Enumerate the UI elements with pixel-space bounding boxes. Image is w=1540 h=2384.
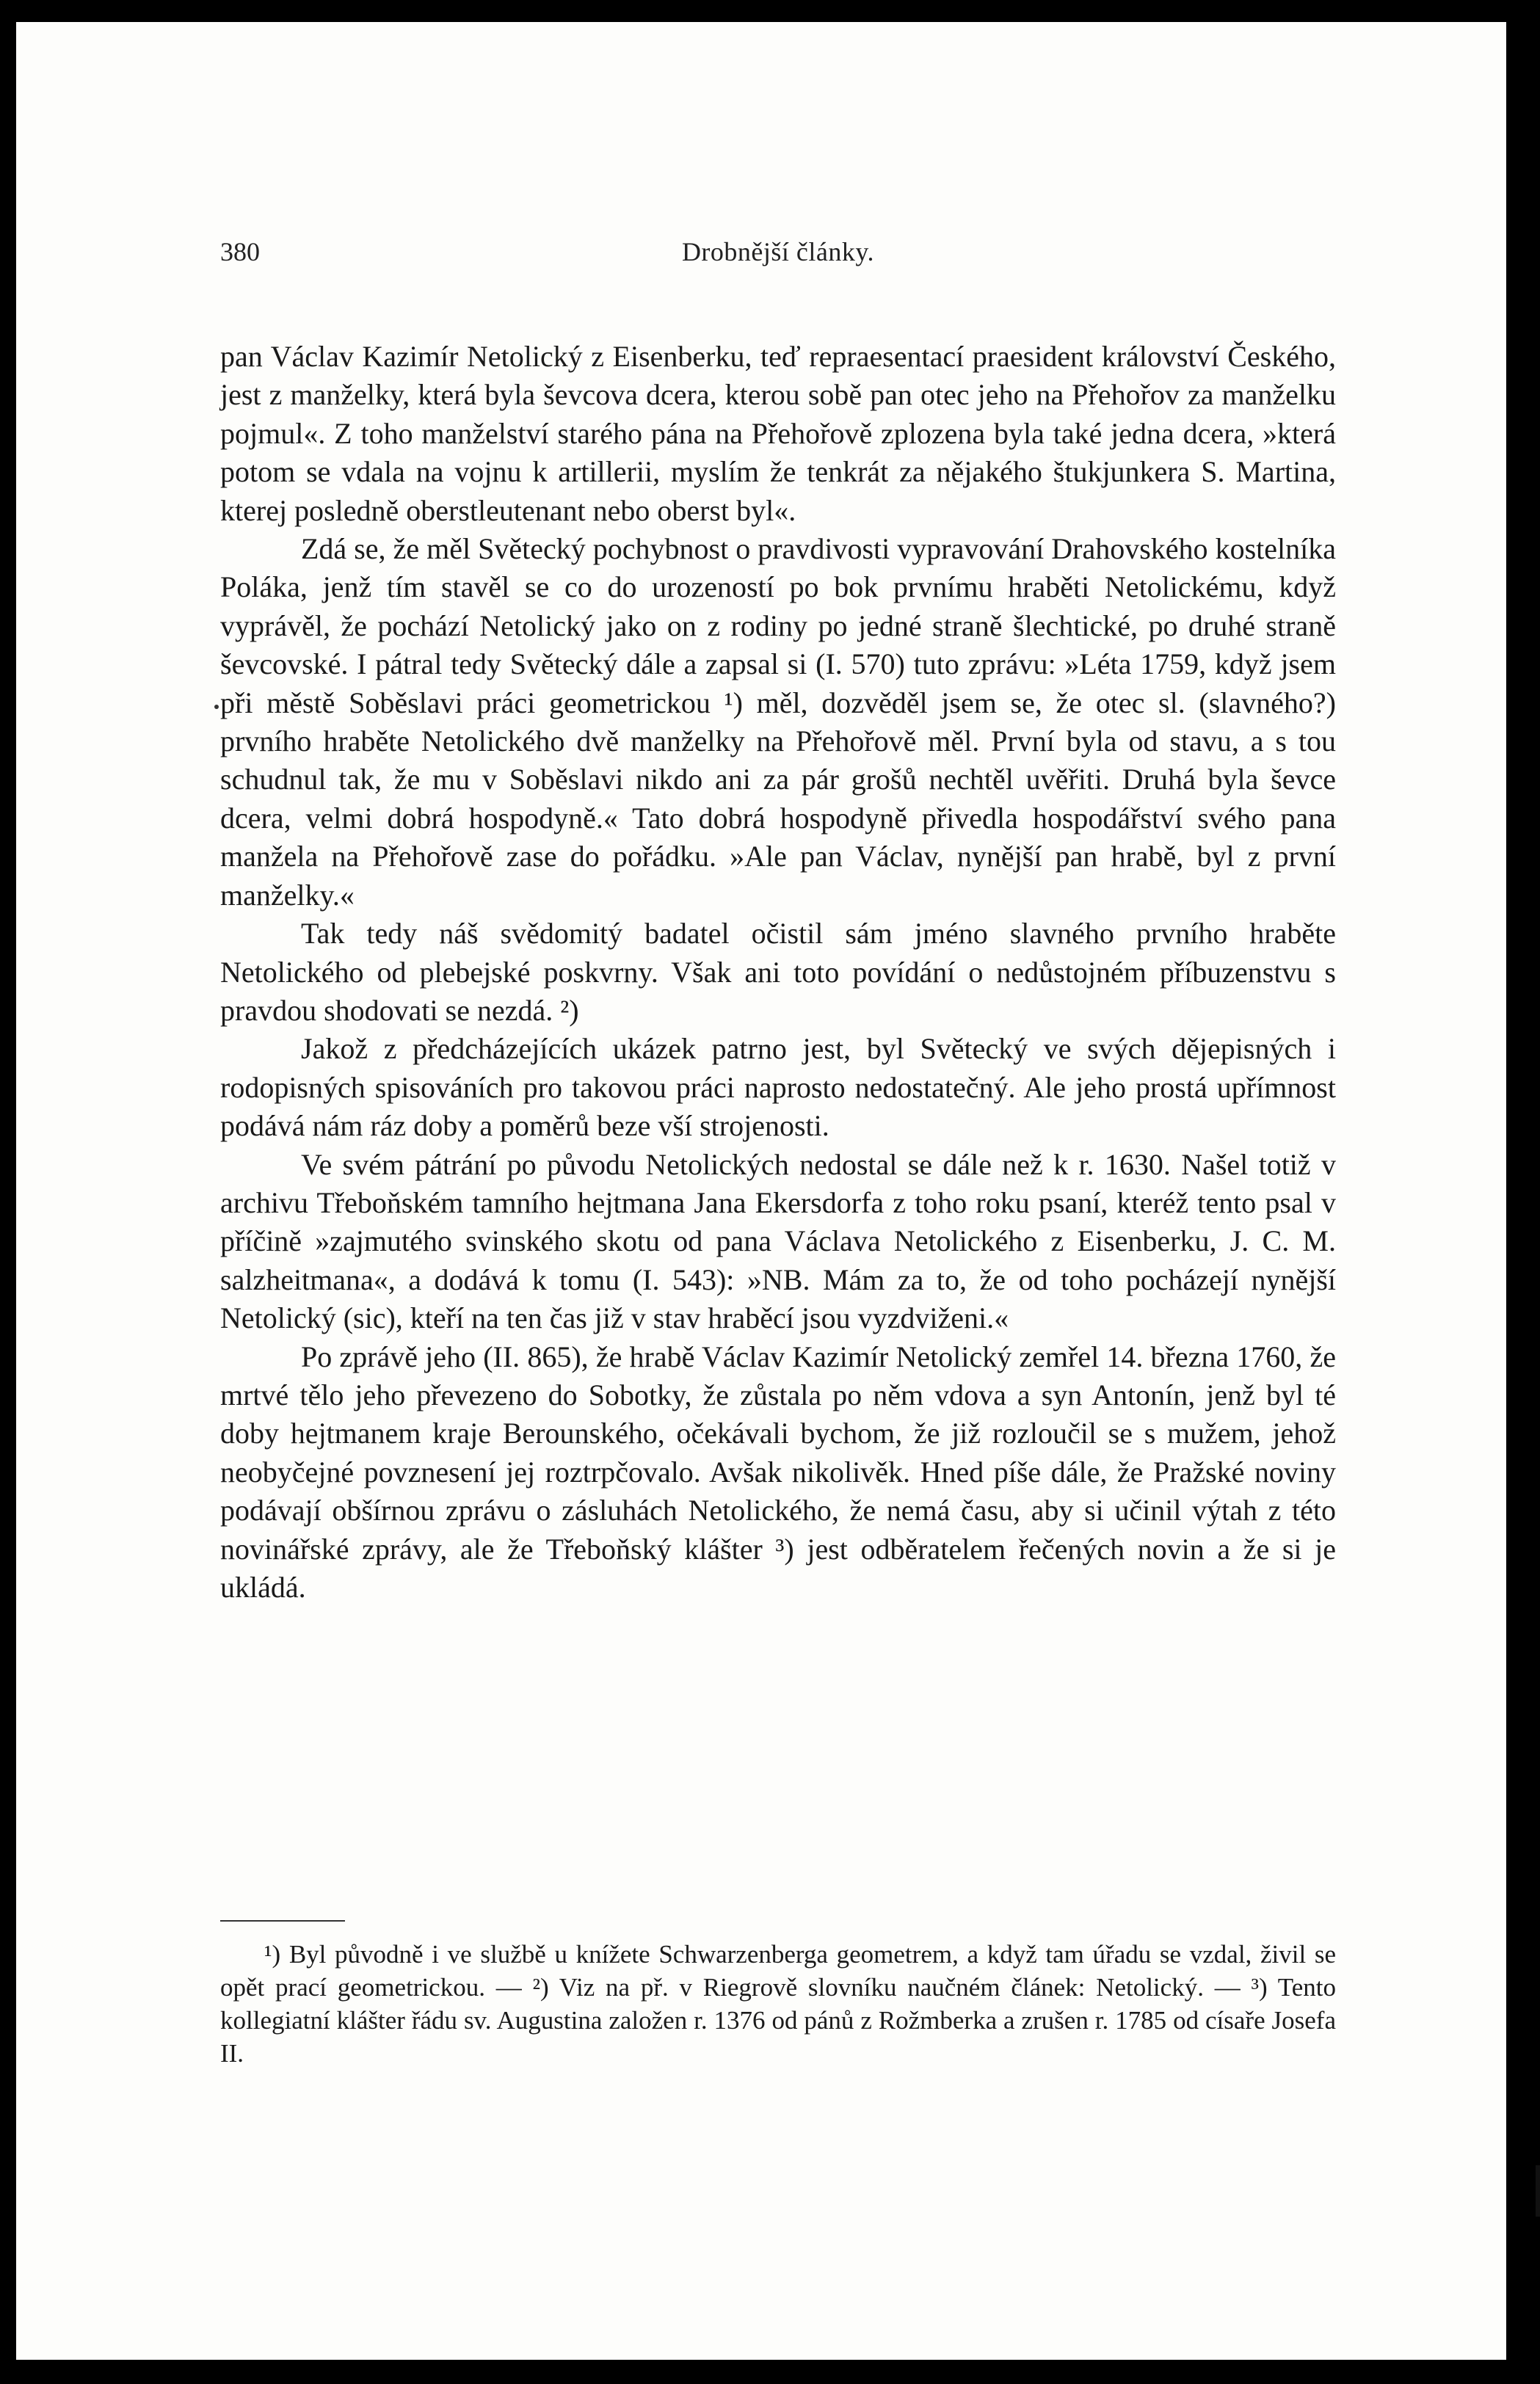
- paragraph-5: Ve svém pátrání po původu Netolických nedostal se dále než k r. 1630. Našel totiž v archivu Třeboňském tamního hejtmana Jana Ekersdorfa z toho roku psaní, kteréž tento psal v příčině »zajmutého svinského skotu od pana Václava Netolického z Eisenberku, J. C. M. salzheitmana«, a dodává k tomu (I. 543): »NB. Mám za to, že od toho pocházejí nynější Netolický (sic), kteří na ten čas již v stav hraběcí jsou vyzdviženi.«: [220, 1147, 1336, 1335]
- scan-edge-mark: [1536, 2165, 1540, 2217]
- margin-speck: [214, 705, 219, 709]
- footnotes: [220, 1938, 1336, 2070]
- paragraph-1: pan Václav Kazimír Netolický z Eisenberku, teď repraesentací praesident království Českého, jest z manželky, která byla ševcova dcera, kterou sobě pan otec jeho na Přehořov za manželku pojmul«. Z toho manželství starého pána na Přehořově zplozena byla také jedna dcera, »která potom se vdala na vojnu k artillerii, myslím že tenkrát za nějakého štukjunkera S. Martina, kterej posledně oberstleutenant nebo oberst byl«.: [220, 340, 1336, 527]
- page-header: [220, 236, 1336, 280]
- body-text: [220, 338, 1336, 1607]
- paragraph-2: Zdá se, že měl Světecký pochybnost o pravdivosti vypravování Drahovského kostelníka Poláka, jenž tím stavěl se co do urozeností po bok prvnímu hraběti Netolickému, když vyprávěl, že pochází Netolický jako on z rodiny po jedné straně šlechtické, po druhé straně ševcovské. I pátral tedy Světecký dále a zapsal si (I. 570) tuto zprávu: »Léta 1759, když jsem při městě Soběslavi práci geometrickou ¹) měl, dozvěděl jsem se, že otec sl. (slavného?) prvního hraběte Netolického dvě manželky na Přehořově měl. První byla od stavu, a s tou schudnul tak, že mu v Soběslavi nikdo ani za pár grošů nechtěl uvěřiti. Druhá byla ševce dcera, velmi dobrá hospodyně.« Tato dobrá hospodyně přivedla hospodářství svého pana manžela na Přehořově zase do pořádku. »Ale pan Václav, nynější pan hrabě, byl z první manželky.«: [220, 532, 1336, 912]
- paragraph-3: Tak tedy náš svědomitý badatel očistil sám jméno slavného prvního hraběte Netolického od plebejské poskvrny. Však ani toto povídání o nedůstojném příbuzenstvu s pravdou shodovati se nezdá. ²): [220, 917, 1336, 1027]
- running-title: Drobnější články.: [681, 237, 875, 266]
- paragraph-4: Jakož z předcházejících ukázek patrno jest, byl Světecký ve svých dějepisných i rodopisných spisováních pro takovou práci naprosto nedostatečný. Ale jeho prostá upřímnost podává nám ráz doby a poměrů beze vší strojenosti.: [220, 1032, 1336, 1143]
- footnote-divider: [220, 1920, 345, 1922]
- paragraph-6: Po zprávě jeho (II. 865), že hrabě Václav Kazimír Netolický zemřel 14. března 1760, že mrtvé tělo jeho převezeno do Sobotky, že zůstala po něm vdova a syn Antonín, jenž byl té doby hejtmanem kraje Berounského, očekávali bychom, že již rozloučil se s mužem, jehož neobyčejné povznesení jej roztrpčovalo. Avšak nikolivěk. Hned píše dále, že Pražské noviny podávají obšírnou zprávu o zásluhách Netolického, že nemá času, aby si učinil výtah z této novinářské zprávy, ale že Třeboňský klášter ³) jest odběratelem řečených novin a že si je ukládá.: [220, 1340, 1336, 1604]
- page-number: 380: [220, 237, 260, 266]
- footnote-text: ¹) Byl původně i ve službě u knížete Schwarzenberga geometrem, a když tam úřadu se vzdal, živil se opět prací geometrickou. — ²) Viz na př. v Riegrově slovníku naučném článek: Netolický. — ³) Tento kollegiatní klášter řádu sv. Augustina založen r. 1376 od pánů z Rožmberka a zrušen r. 1785 od císaře Josefa II.: [220, 1940, 1336, 2068]
